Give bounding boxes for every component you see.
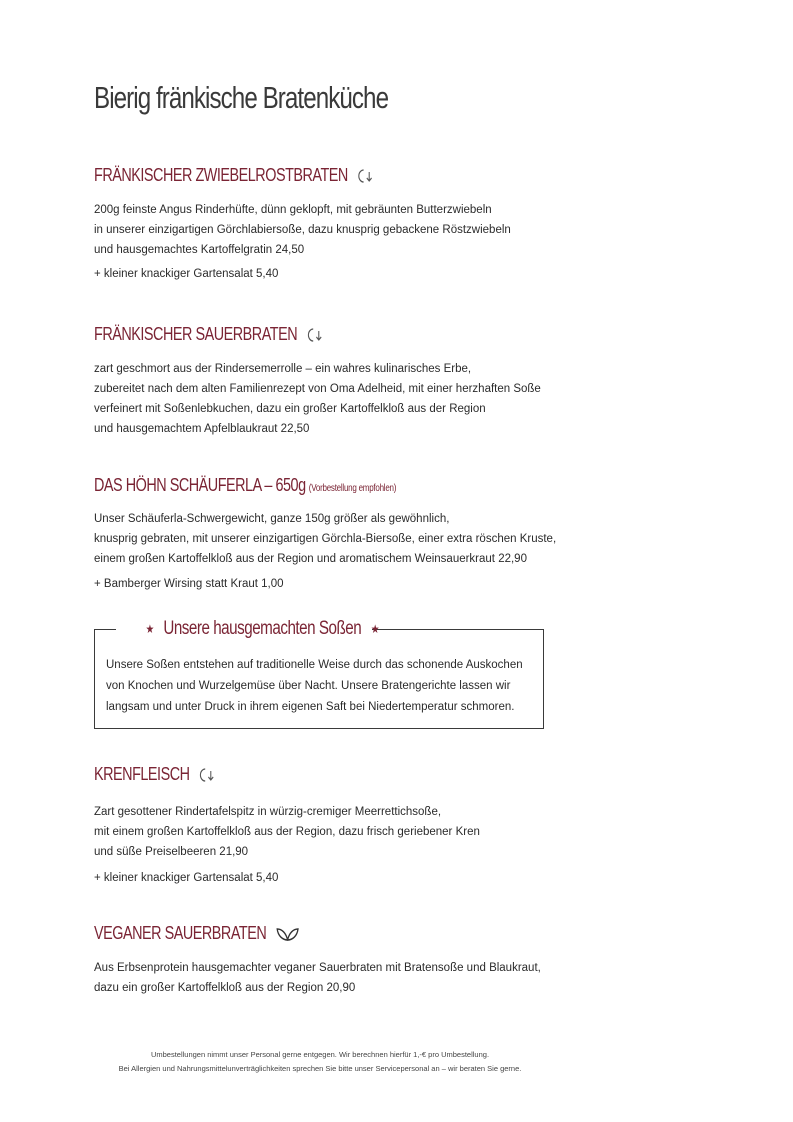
moon-arrow-icon xyxy=(357,168,375,184)
preorder-note: (Vorbestellung empfohlen) xyxy=(308,483,397,494)
star-icon: ★ xyxy=(145,622,154,636)
dish-title-veganer-sauerbraten: VEGANER SAUERBRATEN xyxy=(94,923,300,944)
footer-reorder-note: Umbestellungen nimmt unser Personal gerne entgegen. Wir berechnen hierfür 1,-€ pro Umbestellung. xyxy=(150,1050,490,1059)
page-title: Bierig fränkische Bratenküche xyxy=(94,80,389,115)
star-icon: ★ xyxy=(370,622,379,636)
dish-description: zart geschmort aus der Rindersemerrolle – ein wahres kulinarisches Erbe, zubereitet nach dem alten Familienrezept von Oma Adelheid, mit einer herzhaften Soße verfeinert mit Soßenlebkuchen, dazu ein großer Kartoffelkloß aus der Region und hausgemachtem Apfelblaukraut 22,50 xyxy=(94,363,541,435)
moon-arrow-icon xyxy=(199,767,217,783)
dish-title-schaeuferla: DAS HÖHN SCHÄUFERLA – 650g (Vorbestellung empfohlen) xyxy=(94,475,397,495)
dish-title-zwiebelrostbraten: FRÄNKISCHER ZWIEBELROSTBRATEN xyxy=(94,165,375,186)
dish-extra: + kleiner knackiger Gartensalat 5,40 xyxy=(94,268,279,280)
leaf-icon xyxy=(276,925,300,943)
divider xyxy=(372,629,544,630)
sauces-box-text: Unsere Soßen entstehen auf traditionelle Weise durch das schonende Auskochen von Knochen und Wurzelgemüse über Nacht. Unsere Bratengerichte lassen wir langsam und unter Druck in ihrem eigenen Saft bei Niedertemperatur schmoren. xyxy=(106,659,523,713)
dish-extra: + kleiner knackiger Gartensalat 5,40 xyxy=(94,872,279,884)
dish-title-sauerbraten: FRÄNKISCHER SAUERBRATEN xyxy=(94,324,324,345)
dish-description: Zart gesottener Rindertafelspitz in würzig-cremiger Meerrettichsoße, mit einem großen Kartoffelkloß aus der Region, dazu frisch geriebener Kren und süße Preiselbeeren 21,90 xyxy=(94,806,480,858)
dish-description: Unser Schäuferla-Schwergewicht, ganze 150g größer als gewöhnlich, knusprig gebraten, mit unserer einzigartigen Görchla-Biersoße, einer extra röschen Kruste, einem großen Kartoffelkloß aus der Region und aromatischem Weinsauerkraut 22,90 xyxy=(94,513,557,565)
dish-description: 200g feinste Angus Rinderhüfte, dünn geklopft, mit gebräunten Butterzwiebeln in unserer einzigartigen Görchlabiersoße, dazu knusprig gebackene Röstzwiebeln und hausgemachtes Kartoffelgratin 24,50 xyxy=(94,204,511,256)
dish-extra: + Bamberger Wirsing statt Kraut 1,00 xyxy=(94,578,284,590)
divider xyxy=(94,629,116,630)
moon-arrow-icon xyxy=(307,327,325,343)
dish-description: Aus Erbsenprotein hausgemachter veganer Sauerbraten mit Bratensoße und Blaukraut, dazu ein großer Kartoffelkloß aus der Region 20,90 xyxy=(94,962,541,994)
sauces-box-title: ★ Unsere hausgemachten Soßen ★ xyxy=(145,618,379,639)
dish-title-krenfleisch: KRENFLEISCH xyxy=(94,764,217,785)
footer-allergy-note: Bei Allergien und Nahrungsmittelunverträglichkeiten sprechen Sie bitte unser Servicepersonal an – wir beraten Sie gerne. xyxy=(118,1064,522,1073)
